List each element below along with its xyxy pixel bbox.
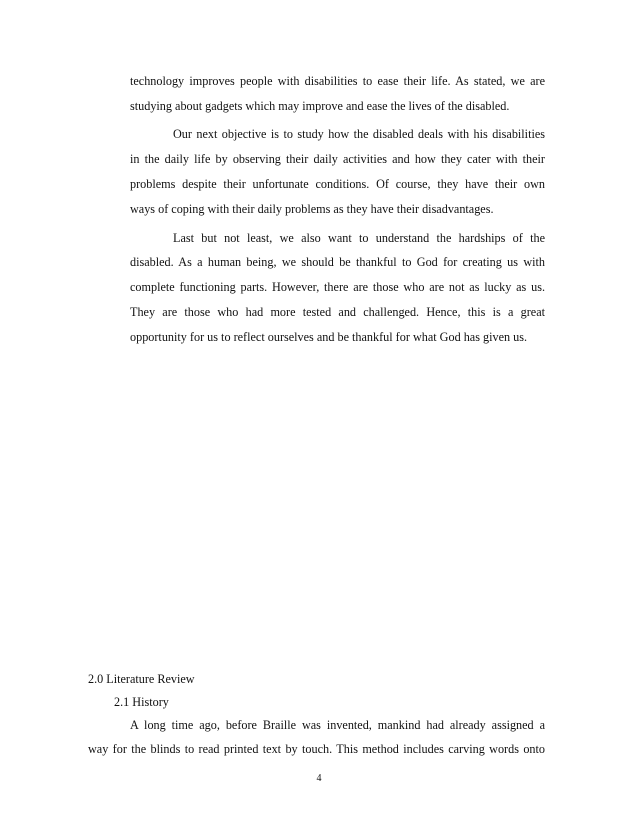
body-line: technology improves people with disabilities to ease their life. As stated, we are <box>130 74 545 88</box>
body-line: studying about gadgets which may improve and ease the lives of the disabled. <box>130 99 510 113</box>
body-line: Our next objective is to study how the disabled deals with his disabilities <box>173 127 545 141</box>
body-line: ways of coping with their daily problems as they have their disadvantages. <box>130 202 494 216</box>
body-line: complete functioning parts. However, there are those who are not as lucky as us. <box>130 280 545 294</box>
body-line: opportunity for us to reflect ourselves and be thankful for what God has given us. <box>130 330 528 344</box>
body-line: A long time ago, before Braille was invented, mankind had already assigned a <box>130 718 545 732</box>
section-heading: 2.0 Literature Review <box>88 672 195 686</box>
subsection-heading: 2.1 History <box>114 695 169 709</box>
body-line: They are those who had more tested and challenged. Hence, this is a great <box>130 305 545 319</box>
body-line: in the daily life by observing their daily activities and how they cater with their <box>130 152 545 166</box>
body-line: disabled. As a human being, we should be thankful to God for creating us with <box>130 255 545 269</box>
body-line: way for the blinds to read printed text by touch. This method includes carving words onto <box>88 742 545 756</box>
page-number: 4 <box>316 773 322 784</box>
body-line: problems despite their unfortunate conditions. Of course, they have their own <box>130 177 545 191</box>
body-line: Last but not least, we also want to understand the hardships of the <box>173 231 545 245</box>
